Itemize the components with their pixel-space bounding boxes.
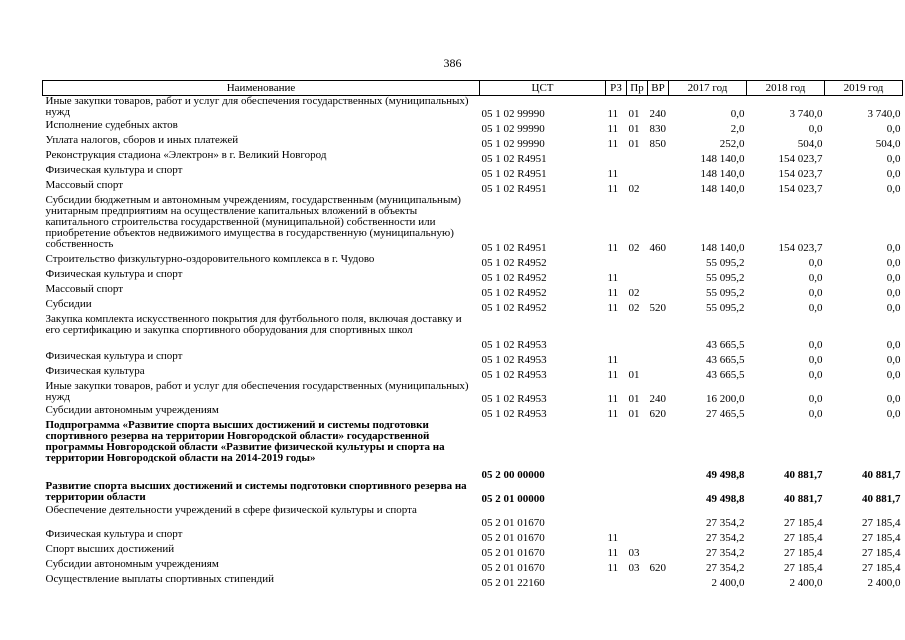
- row-2017-cell: 0,0: [730, 108, 745, 120]
- row-2018-cell: 0,0: [808, 354, 823, 366]
- row-cst-cell: 05 2 01 01670: [481, 547, 545, 559]
- row-vr-cell: 830: [649, 123, 666, 135]
- row-2017-cell: 27 354,2: [706, 562, 745, 574]
- row-name-cell: Иные закупки товаров, работ и услуг для обеспечения государственных (муниципальных) нужд: [45, 380, 469, 403]
- row-rz-cell: 11: [607, 408, 619, 420]
- row-2017-cell: 27 354,2: [706, 517, 745, 529]
- table-row: [43, 195, 903, 254]
- row-vr-cell: [648, 254, 669, 269]
- row-name-cell: Субсидии автономным учреждениям: [45, 404, 219, 416]
- header-pr: Пр: [627, 81, 648, 96]
- row-2018-cell: 27 185,4: [784, 547, 823, 559]
- row-2017-cell: 2,0: [730, 123, 745, 135]
- row-2018-cell: 154 023,7: [778, 168, 823, 180]
- row-name-cell: Исполнение судебных актов: [45, 119, 178, 131]
- row-rz-cell: [606, 481, 627, 505]
- row-2018-cell: 0,0: [808, 123, 823, 135]
- row-2017-cell: 148 140,0: [700, 242, 745, 254]
- header-2017: 2017 год: [669, 81, 747, 96]
- row-cst-cell: 05 1 02 R4952: [481, 287, 547, 299]
- row-name-cell: Уплата налогов, сборов и иных платежей: [45, 134, 239, 146]
- row-2019-cell: 27 185,4: [862, 562, 901, 574]
- row-rz-cell: 11: [607, 108, 619, 120]
- row-vr-cell: [648, 505, 669, 529]
- row-vr-cell: [648, 529, 669, 544]
- row-2017-cell: 252,0: [719, 138, 745, 150]
- row-cst-cell: 05 1 02 R4952: [481, 272, 547, 284]
- row-name-cell: Субсидии автономным учреждениям: [45, 558, 219, 570]
- row-2019-cell: 0,0: [886, 123, 901, 135]
- row-2019-cell: 27 185,4: [862, 547, 901, 559]
- row-name-cell: Массовый спорт: [45, 283, 124, 295]
- row-2017-cell: 55 095,2: [706, 257, 745, 269]
- row-2017-cell: 148 140,0: [700, 153, 745, 165]
- row-name-cell: Физическая культура и спорт: [45, 528, 183, 540]
- row-2019-cell: 27 185,4: [862, 517, 901, 529]
- row-vr-cell: 850: [649, 138, 666, 150]
- row-rz-cell: 11: [607, 272, 619, 284]
- row-vr-cell: [648, 544, 669, 559]
- row-2017-cell: 55 095,2: [706, 302, 745, 314]
- row-2018-cell: 154 023,7: [778, 183, 823, 195]
- table-row: [43, 505, 903, 529]
- row-pr-cell: [627, 254, 648, 269]
- row-cst-cell: 05 1 02 R4952: [481, 302, 547, 314]
- row-vr-cell: 620: [649, 562, 666, 574]
- row-vr-cell: [648, 180, 669, 195]
- row-cst-cell: 05 2 01 00000: [481, 493, 545, 505]
- table-row: [43, 269, 903, 284]
- table-row: [43, 366, 903, 381]
- row-cst-cell: 05 1 02 R4953: [481, 354, 547, 366]
- row-rz-cell: 11: [607, 183, 619, 195]
- row-2019-cell: 0,0: [886, 153, 901, 165]
- row-2018-cell: 0,0: [808, 339, 823, 351]
- table-header-row: [43, 81, 903, 96]
- row-2019-cell: 40 881,7: [862, 469, 901, 481]
- row-cst-cell: 05 1 02 R4953: [481, 369, 547, 381]
- row-name-cell: Строительство физкультурно-оздоровительного комплекса в г. Чудово: [45, 253, 375, 265]
- row-pr-cell: [627, 165, 648, 180]
- row-cst-cell: 05 1 02 R4951: [481, 183, 547, 195]
- row-vr-cell: [648, 284, 669, 299]
- table-row: [43, 574, 903, 589]
- row-2017-cell: 27 354,2: [706, 547, 745, 559]
- row-name-cell: Физическая культура: [45, 365, 145, 377]
- row-pr-cell: 01: [628, 123, 640, 135]
- row-2017-cell: 27 354,2: [706, 532, 745, 544]
- table-row: [43, 529, 903, 544]
- row-name-cell: Физическая культура и спорт: [45, 268, 183, 280]
- row-vr-cell: [648, 420, 669, 481]
- table-row: [43, 314, 903, 351]
- row-pr-cell: 03: [628, 547, 640, 559]
- row-name-cell: Физическая культура и спорт: [45, 164, 183, 176]
- row-cst-cell: 05 2 01 01670: [481, 532, 545, 544]
- row-pr-cell: 03: [628, 562, 640, 574]
- row-rz-cell: 11: [607, 287, 619, 299]
- table-row: [43, 150, 903, 165]
- row-2019-cell: 0,0: [886, 339, 901, 351]
- header-cst: ЦСТ: [480, 81, 606, 96]
- header-name: Наименование: [43, 81, 480, 96]
- row-pr-cell: 02: [628, 242, 640, 254]
- row-rz-cell: 11: [607, 242, 619, 254]
- row-2019-cell: 0,0: [886, 272, 901, 284]
- table-row: [43, 559, 903, 574]
- header-vr: ВР: [648, 81, 669, 96]
- row-pr-cell: 02: [628, 183, 640, 195]
- row-vr-cell: 620: [649, 408, 666, 420]
- row-2018-cell: 154 023,7: [778, 153, 823, 165]
- table-row: [43, 420, 903, 481]
- row-pr-cell: [627, 269, 648, 284]
- row-vr-cell: 460: [649, 242, 666, 254]
- row-pr-cell: [627, 150, 648, 165]
- row-rz-cell: 11: [607, 168, 619, 180]
- row-name-cell: Осуществление выплаты спортивных стипендий: [45, 573, 274, 585]
- table-row: [43, 180, 903, 195]
- row-2018-cell: 27 185,4: [784, 517, 823, 529]
- row-cst-cell: 05 1 02 R4952: [481, 257, 547, 269]
- row-pr-cell: [627, 505, 648, 529]
- row-vr-cell: [648, 314, 669, 351]
- row-2018-cell: 504,0: [797, 138, 823, 150]
- row-2017-cell: 43 665,5: [706, 369, 745, 381]
- row-pr-cell: [627, 351, 648, 366]
- table-row: [43, 544, 903, 559]
- row-2017-cell: 55 095,2: [706, 272, 745, 284]
- row-name-cell: Физическая культура и спорт: [45, 350, 183, 362]
- row-vr-cell: [648, 150, 669, 165]
- row-2019-cell: 2 400,0: [867, 577, 901, 589]
- row-name-cell: Закупка комплекта искусственного покрытия для футбольного поля, включая доставку и его сертификацию и закупка спортивного оборудования для спортивных школ: [45, 313, 462, 336]
- row-name-cell: Субсидии бюджетным и автономным учреждениям, государственным (муниципальным) унитарным предприятиям на осуществление капитальных вложений в объекты капитального строительства государственной (муниципальной) собственности или приобретение объектов недвижимого имущества в государственную (муниципальную) собственность: [45, 194, 461, 250]
- row-vr-cell: [648, 366, 669, 381]
- row-name-cell: Массовый спорт: [45, 179, 124, 191]
- row-cst-cell: 05 1 02 99990: [481, 108, 545, 120]
- row-cst-cell: 05 1 02 R4951: [481, 153, 547, 165]
- row-pr-cell: 02: [628, 287, 640, 299]
- row-rz-cell: 11: [607, 393, 619, 405]
- row-cst-cell: 05 1 02 R4951: [481, 168, 547, 180]
- row-cst-cell: 05 1 02 R4953: [481, 408, 547, 420]
- row-vr-cell: 240: [649, 108, 666, 120]
- row-2017-cell: 55 095,2: [706, 287, 745, 299]
- row-rz-cell: 11: [607, 302, 619, 314]
- row-cst-cell: 05 2 01 22160: [481, 577, 545, 589]
- row-cst-cell: 05 1 02 99990: [481, 138, 545, 150]
- page-number: 386: [443, 56, 462, 70]
- row-2019-cell: 0,0: [886, 257, 901, 269]
- row-2017-cell: 27 465,5: [706, 408, 745, 420]
- row-rz-cell: [606, 150, 627, 165]
- row-rz-cell: 11: [607, 562, 619, 574]
- row-name-cell: Реконструкция стадиона «Электрон» в г. Великий Новгород: [45, 149, 327, 161]
- row-2017-cell: 43 665,5: [706, 339, 745, 351]
- table-row: [43, 381, 903, 405]
- row-2019-cell: 3 740,0: [867, 108, 901, 120]
- table-row: [43, 165, 903, 180]
- header-2019: 2019 год: [825, 81, 903, 96]
- row-2018-cell: 40 881,7: [784, 469, 823, 481]
- row-2017-cell: 148 140,0: [700, 168, 745, 180]
- table-row: [43, 481, 903, 505]
- table-row: [43, 351, 903, 366]
- row-pr-cell: 01: [628, 408, 640, 420]
- row-2018-cell: 0,0: [808, 408, 823, 420]
- row-name-cell: Субсидии: [45, 298, 92, 310]
- budget-table: [42, 80, 903, 589]
- row-2018-cell: 3 740,0: [789, 108, 823, 120]
- row-cst-cell: 05 1 02 R4953: [481, 339, 547, 351]
- table-row: [43, 284, 903, 299]
- row-name-cell: Развитие спорта высших достижений и системы подготовки спортивного резерва на территории области: [45, 480, 467, 503]
- table-row: [43, 120, 903, 135]
- row-vr-cell: 520: [649, 302, 666, 314]
- row-2017-cell: 16 200,0: [706, 393, 745, 405]
- row-2019-cell: 0,0: [886, 242, 901, 254]
- row-cst-cell: 05 1 02 R4953: [481, 393, 547, 405]
- row-2017-cell: 2 400,0: [711, 577, 745, 589]
- row-2019-cell: 0,0: [886, 393, 901, 405]
- row-rz-cell: 11: [607, 532, 619, 544]
- row-2019-cell: 0,0: [886, 168, 901, 180]
- row-2018-cell: 2 400,0: [789, 577, 823, 589]
- row-2017-cell: 43 665,5: [706, 354, 745, 366]
- row-cst-cell: 05 1 02 R4951: [481, 242, 547, 254]
- table-row: [43, 135, 903, 150]
- row-pr-cell: 01: [628, 393, 640, 405]
- row-rz-cell: 11: [607, 123, 619, 135]
- row-2018-cell: 0,0: [808, 257, 823, 269]
- row-2018-cell: 154 023,7: [778, 242, 823, 254]
- row-2019-cell: 0,0: [886, 408, 901, 420]
- row-rz-cell: 11: [607, 354, 619, 366]
- row-2018-cell: 0,0: [808, 302, 823, 314]
- table-row: [43, 254, 903, 269]
- row-cst-cell: 05 2 01 01670: [481, 562, 545, 574]
- row-name-cell: Подпрограмма «Развитие спорта высших достижений и системы подготовки спортивного резерва на территории Новгородской области» государственной программы Новгородской области «Развитие физической культуры и спорта на территории Новгородской области на 2014-2019 годы»: [45, 419, 445, 464]
- row-vr-cell: [648, 351, 669, 366]
- row-2019-cell: 27 185,4: [862, 532, 901, 544]
- row-2018-cell: 40 881,7: [784, 493, 823, 505]
- row-2018-cell: 0,0: [808, 393, 823, 405]
- row-2019-cell: 0,0: [886, 354, 901, 366]
- row-pr-cell: [627, 574, 648, 589]
- row-2019-cell: 0,0: [886, 302, 901, 314]
- row-pr-cell: [627, 529, 648, 544]
- row-rz-cell: [606, 505, 627, 529]
- row-vr-cell: [648, 165, 669, 180]
- row-rz-cell: [606, 420, 627, 481]
- table-row: [43, 96, 903, 121]
- row-2018-cell: 0,0: [808, 287, 823, 299]
- header-2018: 2018 год: [747, 81, 825, 96]
- row-rz-cell: [606, 314, 627, 351]
- row-2019-cell: 0,0: [886, 183, 901, 195]
- row-pr-cell: 02: [628, 302, 640, 314]
- table-row: [43, 299, 903, 314]
- table-row: [43, 405, 903, 420]
- header-rz: РЗ: [606, 81, 627, 96]
- row-pr-cell: 01: [628, 369, 640, 381]
- row-vr-cell: [648, 269, 669, 284]
- row-2019-cell: 504,0: [875, 138, 901, 150]
- row-vr-cell: [648, 574, 669, 589]
- row-2017-cell: 49 498,8: [706, 493, 745, 505]
- row-2019-cell: 40 881,7: [862, 493, 901, 505]
- row-cst-cell: 05 2 01 01670: [481, 517, 545, 529]
- row-2018-cell: 0,0: [808, 369, 823, 381]
- row-pr-cell: [627, 420, 648, 481]
- row-pr-cell: [627, 314, 648, 351]
- row-pr-cell: [627, 481, 648, 505]
- row-name-cell: Иные закупки товаров, работ и услуг для обеспечения государственных (муниципальных) нужд: [45, 95, 469, 118]
- row-2019-cell: 0,0: [886, 287, 901, 299]
- row-rz-cell: 11: [607, 547, 619, 559]
- row-vr-cell: 240: [649, 393, 666, 405]
- row-2018-cell: 27 185,4: [784, 562, 823, 574]
- row-name-cell: Спорт высших достижений: [45, 543, 175, 555]
- row-cst-cell: 05 2 00 00000: [481, 469, 545, 481]
- row-rz-cell: [606, 574, 627, 589]
- row-rz-cell: [606, 254, 627, 269]
- row-rz-cell: 11: [607, 369, 619, 381]
- row-2017-cell: 148 140,0: [700, 183, 745, 195]
- row-2018-cell: 27 185,4: [784, 532, 823, 544]
- row-2018-cell: 0,0: [808, 272, 823, 284]
- row-2017-cell: 49 498,8: [706, 469, 745, 481]
- row-vr-cell: [648, 481, 669, 505]
- row-name-cell: Обеспечение деятельности учреждений в сфере физической культуры и спорта: [45, 504, 417, 516]
- row-2019-cell: 0,0: [886, 369, 901, 381]
- row-rz-cell: 11: [607, 138, 619, 150]
- row-pr-cell: 01: [628, 138, 640, 150]
- row-pr-cell: 01: [628, 108, 640, 120]
- row-cst-cell: 05 1 02 99990: [481, 123, 545, 135]
